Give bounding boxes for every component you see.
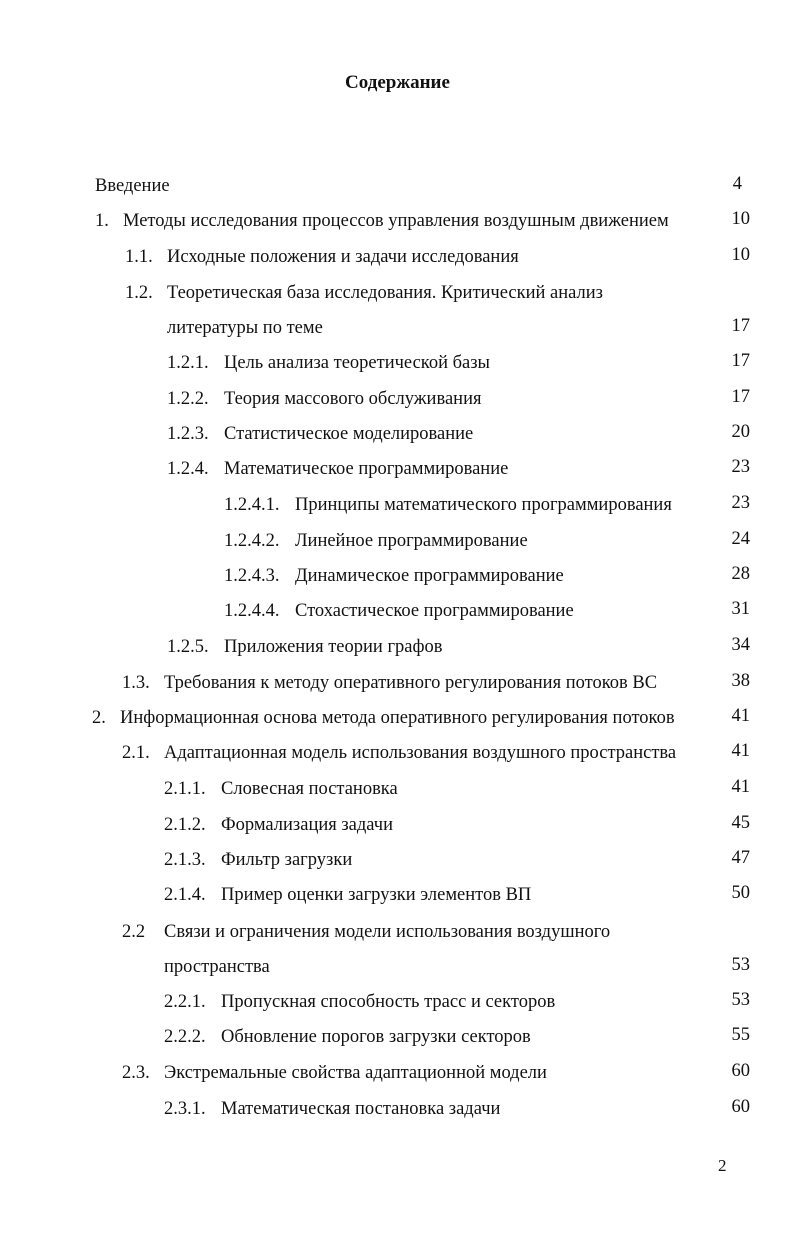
toc-entry-text: литературы по теме	[167, 318, 323, 338]
toc-entry-text: Теоретическая база исследования. Критический анализ	[167, 283, 603, 303]
toc-entry-page: 17	[731, 387, 750, 407]
toc-entry-text: Исходные положения и задачи исследования	[167, 247, 519, 267]
toc-entry-text: Формализация задачи	[221, 815, 393, 835]
toc-entry-text: Информационная основа метода оперативного регулирования потоков	[120, 708, 675, 728]
toc-entry-page: 41	[731, 741, 750, 761]
toc-entry-page: 10	[731, 245, 750, 265]
toc-entry-number: 2.1.3.	[164, 850, 206, 870]
toc-entry-text: Статистическое моделирование	[224, 424, 474, 444]
toc-entry-text: Требования к методу оперативного регулирования потоков ВС	[164, 673, 658, 693]
toc-entry-page: 10	[731, 209, 750, 229]
toc-entry-number: 1.2.4.3.	[224, 566, 280, 586]
toc-entry-number: 2.1.2.	[164, 815, 206, 835]
toc-entry-page: 28	[731, 564, 750, 584]
toc-entry-number: 1.	[95, 211, 109, 231]
toc-entry-text: Стохастическое программирование	[295, 601, 574, 621]
toc-entry-page: 41	[731, 706, 750, 726]
toc-entry-page: 60	[731, 1097, 750, 1117]
toc-entry-page: 23	[731, 457, 750, 477]
toc-entry-number: 2.	[92, 708, 106, 728]
toc-entry-number: 2.2	[122, 922, 146, 942]
toc-entry-page: 31	[731, 599, 750, 619]
toc-entry-number: 1.2.4.2.	[224, 531, 280, 551]
toc-entry-text: Цель анализа теоретической базы	[224, 353, 490, 373]
page-number: 2	[718, 1156, 727, 1175]
toc-entry-text: Приложения теории графов	[224, 637, 443, 657]
toc-entry-text: Экстремальные свойства адаптационной модели	[164, 1063, 547, 1083]
toc-entry-number: 1.2.5.	[167, 637, 209, 657]
toc-entry-page: 41	[731, 777, 750, 797]
toc-entry-text: Обновление порогов загрузки секторов	[221, 1027, 531, 1047]
toc-entry-number: 1.3.	[122, 673, 150, 693]
toc-entry-text: Фильтр загрузки	[221, 850, 353, 870]
toc-entry-page: 47	[731, 848, 750, 868]
toc-entry-page: 38	[731, 671, 750, 691]
toc-entry-number: 2.2.1.	[164, 992, 206, 1012]
toc-entry-text: Теория массового обслуживания	[224, 389, 482, 409]
toc-entry-text: Математическое программирование	[224, 459, 509, 479]
toc-entry-page: 24	[731, 529, 750, 549]
toc-entry-number: 1.2.4.4.	[224, 601, 280, 621]
toc-entry-text: Введение	[95, 176, 170, 196]
toc-entry-page: 45	[731, 813, 750, 833]
toc-entry-text: Линейное программирование	[295, 531, 528, 551]
toc-entry-page: 4	[732, 174, 742, 194]
toc-entry-number: 1.2.2.	[167, 389, 209, 409]
toc-entry-text: Связи и ограничения модели использования воздушного	[164, 922, 611, 942]
toc-entry-number: 1.2.	[125, 283, 153, 303]
toc-entry-text: Пропускная способность трасс и секторов	[221, 992, 556, 1012]
toc-entry-page: 17	[731, 316, 750, 336]
toc-entry-page: 17	[731, 351, 750, 371]
toc-entry-number: 2.2.2.	[164, 1027, 206, 1047]
toc-entry-number: 1.2.1.	[167, 353, 209, 373]
toc-entry-page: 23	[731, 493, 750, 513]
toc-entry-number: 2.3.1.	[164, 1099, 206, 1119]
page-title: Содержание	[345, 72, 450, 93]
toc-entry-page: 20	[731, 422, 750, 442]
toc-entry-text: Адаптационная модель использования воздушного пространства	[164, 743, 677, 763]
toc-entry-number: 2.1.4.	[164, 885, 206, 905]
toc-entry-text: Словесная постановка	[221, 779, 398, 799]
toc-entry-number: 1.2.3.	[167, 424, 209, 444]
toc-entry-text: Принципы математического программирования	[295, 495, 672, 515]
toc-entry-number: 2.1.	[122, 743, 150, 763]
toc-entry-number: 1.2.4.	[167, 459, 209, 479]
toc-entry-number: 1.2.4.1.	[224, 495, 280, 515]
toc-entry-page: 55	[731, 1025, 750, 1045]
toc-entry-number: 2.1.1.	[164, 779, 206, 799]
toc-entry-page: 50	[731, 883, 750, 903]
toc-entry-page: 34	[731, 635, 750, 655]
toc-entry-number: 2.3.	[122, 1063, 150, 1083]
toc-entry-text: пространства	[164, 957, 270, 977]
toc-entry-text: Пример оценки загрузки элементов ВП	[221, 885, 532, 905]
toc-entry-text: Динамическое программирование	[295, 566, 564, 586]
toc-entry-page: 60	[731, 1061, 750, 1081]
toc-entry-page: 53	[731, 990, 750, 1010]
toc-entry-page: 53	[731, 955, 750, 975]
toc-entry-number: 1.1.	[125, 247, 153, 267]
toc-entry-text: Методы исследования процессов управления воздушным движением	[123, 211, 669, 231]
toc-entry-text: Математическая постановка задачи	[221, 1099, 501, 1119]
